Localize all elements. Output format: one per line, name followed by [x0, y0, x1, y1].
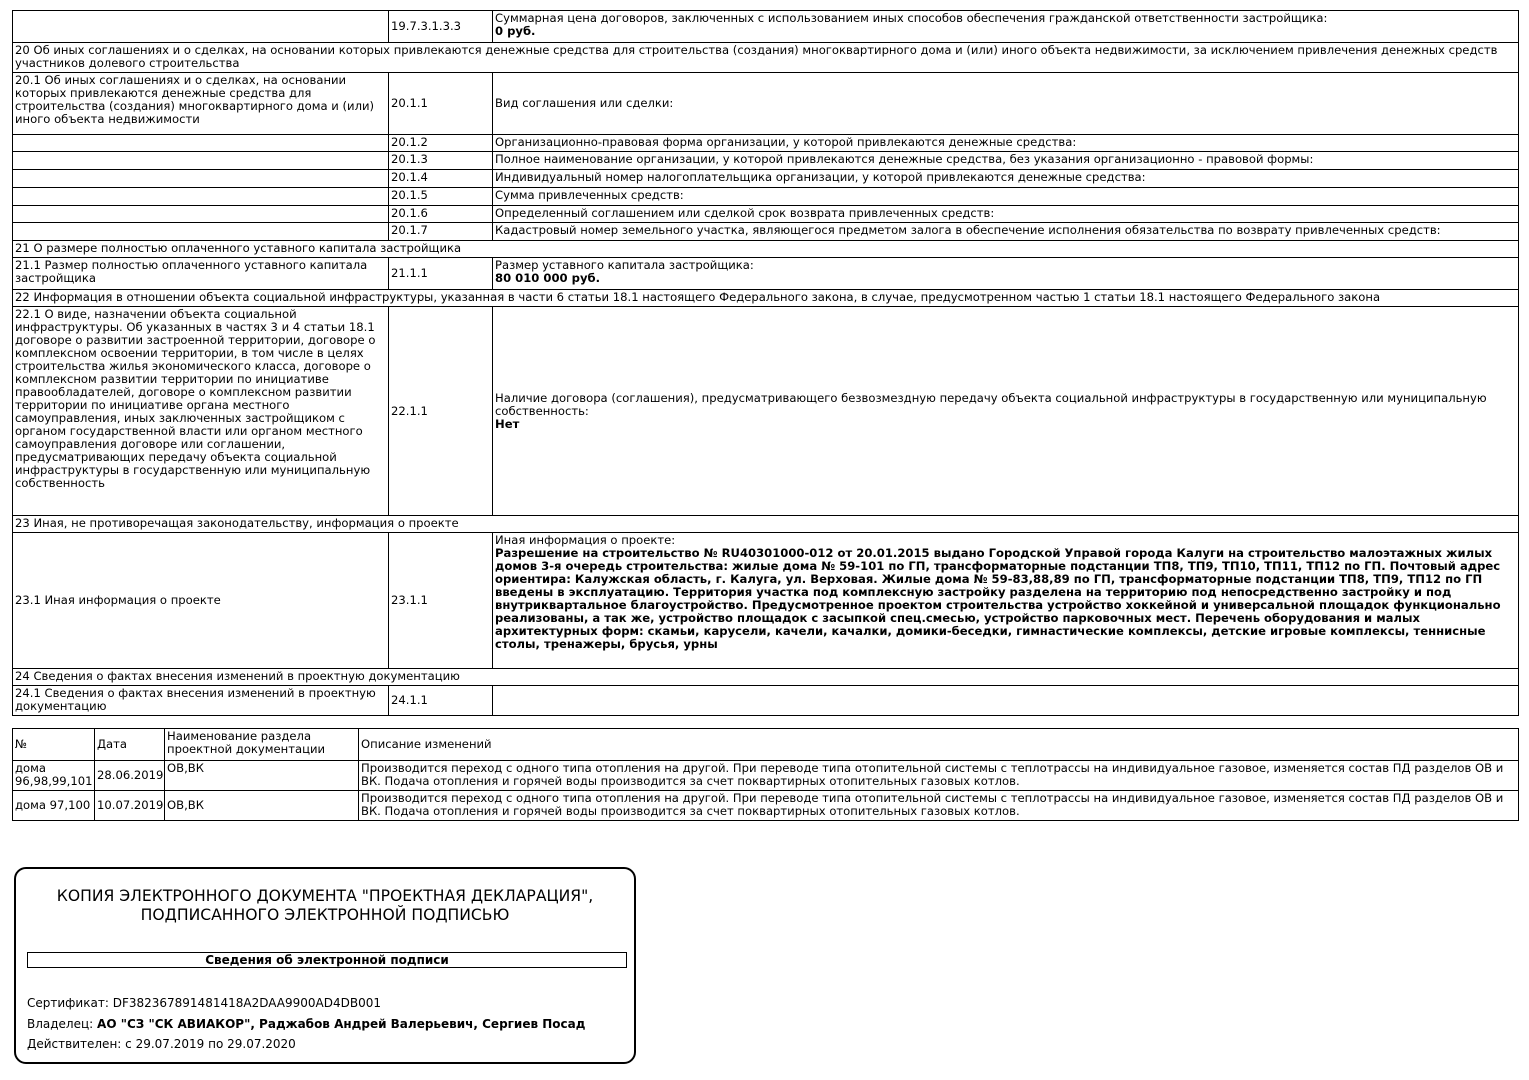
item-label: Полное наименование организации, у которой привлекаются денежные средства, без указания организационно - правовой формы:: [493, 152, 1519, 170]
item-label: Вид соглашения или сделки:: [493, 73, 1519, 135]
section-20-1-title: 20.1 Об иных соглашениях и о сделках, на основании которых привлекаются денежные средства для строительства (создания) многоквартирного дома и (или) иного объекта недвижимости: [13, 73, 389, 135]
item-code: 20.1.4: [389, 170, 493, 188]
table-cell: [13, 135, 389, 152]
item-code: 20.1.1: [389, 73, 493, 135]
certificate-label: Сертификат:: [27, 996, 109, 1010]
item-value: 0 руб.: [495, 24, 536, 38]
item-code: 20.1.7: [389, 223, 493, 241]
item-code: 19.7.3.1.3.3: [389, 11, 493, 43]
table-cell: [13, 206, 389, 223]
item-label: Кадастровый номер земельного участка, являющегося предметом залога в обеспечение исполнения обязательства по возврату привлеченных средств:: [493, 223, 1519, 241]
validity-label: Действителен:: [27, 1037, 122, 1051]
table-cell: [13, 188, 389, 206]
table-cell: [13, 152, 389, 170]
table-cell: [13, 11, 389, 43]
change-date: 10.07.2019: [95, 791, 165, 821]
item-value: Нет: [495, 416, 520, 431]
certificate-line: [27, 996, 381, 1010]
validity-value: с 29.07.2019 по 29.07.2020: [125, 1037, 296, 1051]
section-24-heading: 24 Сведения о фактах внесения изменений в проектную документацию: [13, 669, 1519, 686]
signature-stamp: [14, 867, 636, 1064]
stamp-title-line-1: КОПИЯ ЭЛЕКТРОННОГО ДОКУМЕНТА "ПРОЕКТНАЯ ДЕКЛАРАЦИЯ",: [56, 887, 594, 905]
owner-line: [27, 1017, 585, 1031]
item-label: Суммарная цена договоров, заключенных с использованием иных способов обеспечения гражданской ответственности застройщика:: [495, 11, 1328, 25]
section-20-heading: 20 Об иных соглашениях и о сделках, на основании которых привлекаются денежные средства для строительства (создания) многоквартирного дома и (или) иного объекта недвижимости, за исключением привлечения денежных средств участников долевого строительства: [13, 43, 1519, 73]
item-label: Определенный соглашением или сделкой срок возврата привлеченных средств:: [493, 206, 1519, 223]
validity-line: [27, 1037, 296, 1051]
change-description: Производится переход с одного типа отопления на другой. При переводе типа отопительной системы с теплотрассы на индивидуальное газовое, изменяется состав ПД разделов ОВ и ВК. Подача отопления и горячей воды производится за счет поквартирных отопительных газовых котлов.: [359, 761, 1519, 791]
column-header: Дата: [95, 729, 165, 761]
table-cell: [13, 170, 389, 188]
item-code: 20.1.3: [389, 152, 493, 170]
item-code: 22.1.1: [389, 307, 493, 516]
item-code: 20.1.5: [389, 188, 493, 206]
item-value: 80 010 000 руб.: [495, 271, 601, 285]
changes-table: [12, 728, 1519, 821]
change-section: ОВ,ВК: [165, 791, 359, 821]
item-code: 23.1.1: [389, 533, 493, 669]
change-description: Производится переход с одного типа отопления на другой. При переводе типа отопительной системы с теплотрассы на индивидуальное газовое, изменяется состав ПД разделов ОВ и ВК. Подача отопления и горячей воды производится за счет поквартирных отопительных газовых котлов.: [359, 791, 1519, 821]
section-22-heading: 22 Информация в отношении объекта социальной инфраструктуры, указанная в части 6 статьи 18.1 настоящего Федерального закона, в случае, предусмотренном частью 1 статьи 18.1 настоящего Федерального закона: [13, 290, 1519, 307]
item-label: Сумма привлеченных средств:: [493, 188, 1519, 206]
item-content: [493, 258, 1519, 290]
item-label: Размер уставного капитала застройщика:: [495, 258, 754, 272]
table-cell: [13, 223, 389, 241]
section-21-heading: 21 О размере полностью оплаченного уставного капитала застройщика: [13, 241, 1519, 258]
item-code: 21.1.1: [389, 258, 493, 290]
section-24-1-title: 24.1 Сведения о фактах внесения изменений в проектную документацию: [13, 686, 389, 716]
item-code: 20.1.2: [389, 135, 493, 152]
column-header: Описание изменений: [359, 729, 1519, 761]
owner-label: Владелец:: [27, 1017, 94, 1031]
change-section: ОВ,ВК: [165, 761, 359, 791]
section-23-1-title: 23.1 Иная информация о проекте: [13, 533, 389, 669]
section-22-1-title: 22.1 О виде, назначении объекта социальной инфраструктуры. Об указанных в частях 3 и 4 статьи 18.1 договоре о развитии застроенной территории, договоре о комплексном освоении территории, в том числе в целях строительства жилья экономического класса, договоре о комплексном развитии территории по инициативе правообладателей, договоре о комплексном развитии территории по инициативе органа местного самоуправления, иных заключенных застройщиком с органом государственной власти или органом местного самоуправления договоре или соглашении, предусматривающих передачу объекта социальной инфраструктуры в государственную или муниципальную собственность: [13, 307, 389, 516]
section-23-heading: 23 Иная, не противоречащая законодательству, информация о проекте: [13, 516, 1519, 533]
item-label: Наличие договора (соглашения), предусматривающего безвозмездную передачу объекта социальной инфраструктуры в государственную или муниципальную собственность:: [495, 390, 1487, 418]
table-row: [13, 791, 1519, 821]
item-content: [493, 307, 1519, 516]
item-code: 24.1.1: [389, 686, 493, 716]
stamp-title-line-2: ПОДПИСАННОГО ЭЛЕКТРОННОЙ ПОДПИСЬЮ: [140, 906, 510, 924]
item-value: [493, 686, 1519, 716]
stamp-title: [16, 887, 634, 925]
change-number: дома 96,98,99,101: [13, 761, 95, 791]
item-label: Организационно-правовая форма организации, у которой привлекаются денежные средства:: [493, 135, 1519, 152]
column-header: Наименование раздела проектной документации: [165, 729, 359, 761]
item-label: Индивидуальный номер налогоплательщика организации, у которой привлекаются денежные средства:: [493, 170, 1519, 188]
change-number: дома 97,100: [13, 791, 95, 821]
section-21-1-title: 21.1 Размер полностью оплаченного уставного капитала застройщика: [13, 258, 389, 290]
owner-value: АО "СЗ "СК АВИАКОР", Раджабов Андрей Валерьевич, Сергиев Посад: [97, 1017, 586, 1031]
item-content: [493, 11, 1519, 43]
change-date: 28.06.2019: [95, 761, 165, 791]
signature-info-header: Сведения об электронной подписи: [27, 952, 627, 968]
column-header: №: [13, 729, 95, 761]
certificate-value: DF382367891481418A2DAA9900AD4DB001: [112, 996, 381, 1010]
declaration-table: [12, 10, 1519, 716]
table-row: [13, 761, 1519, 791]
item-label: Иная информация о проекте:: [495, 533, 676, 547]
item-content: [493, 533, 1519, 669]
item-value: Разрешение на строительство № RU40301000-012 от 20.01.2015 выдано Городской Управой города Калуги на строительство малоэтажных жилых домов 3-я очередь строительства: жилые дома № 59-101 по ГП, трансформаторные подстанции ТП8, ТП9, ТП10, ТП11, ТП12 по ГП. Почтовый адрес ориентира: Калужская область, г. Калуга, ул. Верховая. Жилые дома № 59-83,88,89 по ГП, трансформаторные подстанции ТП8, ТП9, ТП12 по ГП введены в эксплуатацию. Территория участка под комплексную застройку разделена на территорию под непосредственно застройку и под внутриквартальное благоустройство. Предусмотренное проектом строительства устройство хоккейной и универсальной площадок функционально реализованы, а так же, устройство площадок с засыпкой спец.смесью, устройство парковочных мест. Перечень оборудования и малых архитектурных форм: скамьи, карусели, качели, качалки, домики-беседки, гимнастические комплексы, детские игровые комплексы, теннисные столы, тренажеры, брусья, урны: [495, 546, 1501, 651]
item-code: 20.1.6: [389, 206, 493, 223]
